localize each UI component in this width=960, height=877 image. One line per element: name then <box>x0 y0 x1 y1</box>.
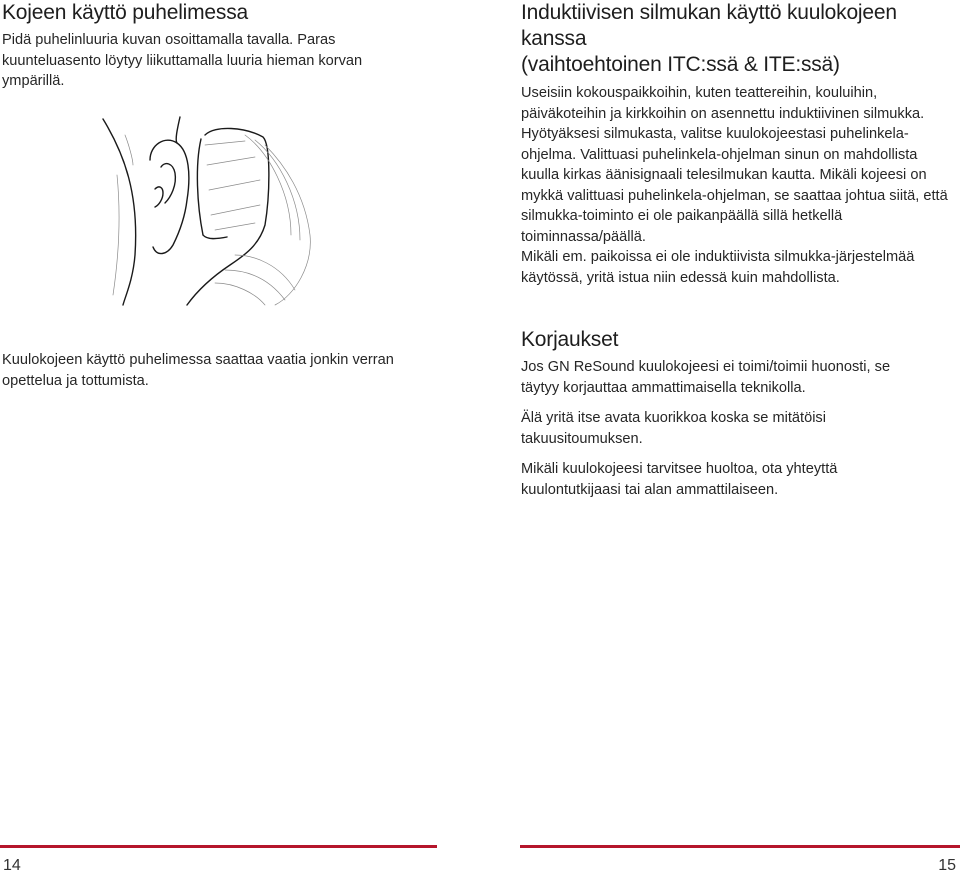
left-page-heading: Kojeen käyttö puhelimessa <box>2 1 248 24</box>
repairs-body <box>521 357 931 500</box>
right-page-heading-line1: Induktiivisen silmukan käyttö kuulokojeen kanssa <box>521 1 897 50</box>
repairs-paragraph-3: Mikäli kuulokojeesi tarvitsee huoltoa, ota yhteyttä kuulontutkijaasi tai alan ammattilaiseen. <box>521 461 838 498</box>
repairs-paragraph-2: Älä yritä itse avata kuorikkoa koska se mitätöisi takuusitoumuksen. <box>521 410 826 447</box>
repairs-heading: Korjaukset <box>521 328 619 351</box>
loop-paragraph-2: Mikäli em. paikoissa ei ole induktiivista silmukka-järjestelmää käytössä, yritä istua niin edessä kuin mahdollista. <box>521 249 915 286</box>
right-page-heading-line2: (vaihtoehtoinen ITC:ssä & ITE:ssä) <box>521 53 840 76</box>
repairs-paragraph-1: Jos GN ReSound kuulokojeesi ei toimi/toimii huonosti, se täytyy korjauttaa ammattimaisella teknikolla. <box>521 359 891 396</box>
right-page-footer-rule <box>520 845 960 848</box>
left-page-intro: Pidä puhelinluuria kuvan osoittamalla tavalla. Paras kuunteluasento löytyy liikuttamalla luuria hieman korvan ympärillä. <box>2 32 363 89</box>
right-page-number: 15 <box>938 857 956 874</box>
left-page-note: Kuulokojeen käyttö puhelimessa saattaa vaatia jonkin verran opettelua ja tottumista. <box>2 352 394 389</box>
right-page-body <box>521 83 956 288</box>
loop-paragraph-1: Useisiin kokouspaikkoihin, kuten teattereihin, kouluihin, päiväkoteihin ja kirkkoihin on asennettu induktiivinen silmukka. Hyötyäksesi silmukasta, valitse kuulokojeestasi puhelinkela-ohjelma. Valittuasi puhelinkela-ohjelman sinun on mahdollista kuulla kirkas äänisignaali telesilmukan kautta. Mikäli kojeesi on mykkä valittuasi puhelinkela-ohjelman, se saattaa johtua siitä, että silmukka-toiminto ei ole paikanpäällä sillä hetkellä toiminnassa/päällä. <box>521 85 948 245</box>
ear-phone-handset-illustration <box>95 105 330 310</box>
left-page-footer-rule <box>0 845 437 848</box>
right-page-heading <box>521 0 941 78</box>
left-page-number: 14 <box>3 857 21 874</box>
